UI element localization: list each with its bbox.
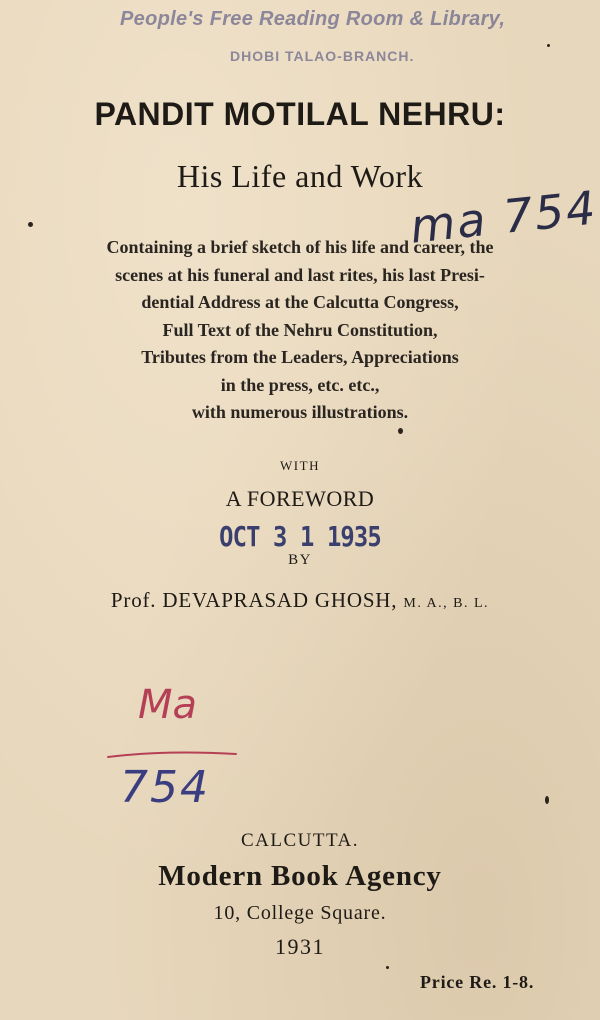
paper-speck (547, 44, 550, 47)
paper-speck (28, 222, 33, 227)
publisher-address: 10, College Square. (213, 902, 387, 924)
handwritten-call-number: 754 (120, 762, 210, 813)
paper-speck (545, 796, 549, 804)
handwritten-call-number-top: ma 754 (407, 180, 600, 254)
description-line: scenes at his funeral and last rites, his last Presi- (115, 264, 485, 285)
publisher-city: CALCUTTA. (240, 830, 360, 851)
description-line: Full Text of the Nehru Constitution, (162, 319, 438, 340)
paper-speck (398, 428, 403, 434)
handwritten-call-prefix: Ma (138, 682, 198, 728)
library-branch-stamp: DHOBI TALAO-BRANCH. (230, 48, 415, 64)
book-title: PANDIT MOTILAL NEHRU: (94, 96, 506, 132)
date-received-stamp: OCT 3 1 1935 (219, 520, 381, 553)
description-block (20, 234, 580, 427)
with-label: WITH (280, 458, 320, 473)
publisher-name: Modern Book Agency (158, 860, 442, 892)
author-degrees: M. A., B. L. (403, 596, 490, 611)
author-line (0, 588, 600, 613)
price-label: Price Re. 1-8. (420, 972, 535, 992)
description-line: Containing a brief sketch of his life and career, the (106, 237, 494, 257)
description-line: Tributes from the Leaders, Appreciations (141, 347, 459, 367)
library-stamp-line: People's Free Reading Room & Library, (120, 8, 506, 30)
book-subtitle: His Life and Work (176, 158, 424, 194)
description-line: with numerous illustrations. (191, 402, 409, 422)
author-name: Prof. DEVAPRASAD GHOSH, (110, 588, 398, 612)
paper-speck (386, 966, 389, 969)
handwritten-underline (104, 748, 244, 762)
by-label: BY (288, 552, 312, 568)
publication-year: 1931 (275, 934, 325, 959)
foreword-label: A FOREWORD (225, 486, 375, 511)
description-line: in the press, etc. etc., (220, 374, 380, 395)
description-line: dential Address at the Calcutta Congress, (141, 292, 459, 312)
